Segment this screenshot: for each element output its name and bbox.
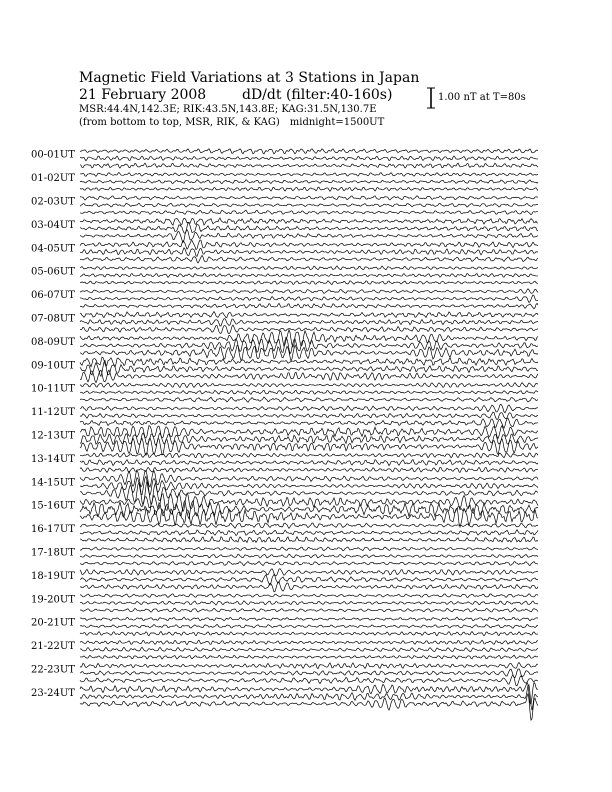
hour-label: 20-21UT <box>31 617 75 629</box>
trace-rik-03-04ut <box>80 223 538 234</box>
trace-rik-20-21ut <box>80 624 538 628</box>
scale-bar <box>427 88 435 108</box>
midnight-note: midnight=1500UT <box>289 117 385 128</box>
hour-label: 19-20UT <box>31 594 75 606</box>
trace-kag-12-13ut <box>80 426 538 439</box>
hour-label: 10-11UT <box>31 383 75 395</box>
hour-label: 03-04UT <box>31 219 75 231</box>
trace-msr-21-22ut <box>80 655 538 659</box>
trace-kag-01-02ut <box>80 172 538 176</box>
trace-msr-02-03ut <box>80 210 538 215</box>
trace-msr-18-19ut <box>80 582 538 592</box>
trace-msr-04-05ut <box>80 255 538 263</box>
trace-kag-19-20ut <box>80 594 538 598</box>
trace-rik-00-01ut <box>80 156 538 161</box>
trace-kag-22-23ut <box>80 662 538 668</box>
hour-label: 15-16UT <box>31 500 75 512</box>
hour-label: 16-17UT <box>31 524 75 536</box>
date-label: 21 February 2008 <box>79 87 207 103</box>
scale-bar-label: 1.00 nT at T=80s <box>438 92 526 103</box>
trace-rik-10-11ut <box>80 390 538 394</box>
trace-rik-01-02ut <box>80 180 538 184</box>
stations-label: MSR:44.4N,142.3E; RIK:43.5N,143.8E; KAG:31.5N,130.7E <box>79 104 377 115</box>
hour-label: 21-22UT <box>31 641 75 653</box>
trace-msr-16-17ut <box>80 537 538 543</box>
trace-msr-20-21ut <box>80 631 538 635</box>
hour-label: 07-08UT <box>31 313 75 325</box>
trace-rik-21-22ut <box>80 647 538 651</box>
trace-rik-16-17ut <box>80 530 538 536</box>
trace-msr-17-18ut <box>80 561 538 565</box>
trace-kag-02-03ut <box>80 196 538 200</box>
trace-rik-17-18ut <box>80 554 538 558</box>
hour-label: 09-10UT <box>31 360 75 372</box>
filter-label: dD/dt (filter:40-160s) <box>242 87 393 103</box>
trace-group <box>80 149 538 720</box>
trace-msr-19-20ut <box>80 608 538 612</box>
trace-kag-03-04ut <box>80 218 538 225</box>
trace-kag-07-08ut <box>80 312 538 318</box>
trace-rik-13-14ut <box>80 460 538 466</box>
trace-kag-11-12ut <box>80 404 538 412</box>
trace-msr-01-02ut <box>80 187 538 191</box>
hour-label: 08-09UT <box>31 336 75 348</box>
trace-kag-05-06ut <box>80 266 538 270</box>
trace-kag-10-11ut <box>80 383 538 388</box>
hour-label: 05-06UT <box>31 266 75 278</box>
trace-msr-10-11ut <box>80 397 538 402</box>
trace-rik-18-19ut <box>80 574 538 585</box>
trace-msr-15-16ut <box>80 508 538 527</box>
trace-kag-17-18ut <box>80 547 538 551</box>
trace-kag-00-01ut <box>80 149 538 154</box>
trace-msr-00-01ut <box>80 163 538 168</box>
hour-label: 17-18UT <box>31 547 75 559</box>
trace-kag-14-15ut <box>80 471 538 487</box>
trace-rik-06-07ut <box>80 295 538 303</box>
trace-rik-04-05ut <box>80 248 538 257</box>
hour-label: 22-23UT <box>31 664 75 676</box>
hour-label: 04-05UT <box>31 243 75 255</box>
hour-label: 02-03UT <box>31 196 75 208</box>
hour-labels <box>31 150 75 699</box>
trace-rik-19-20ut <box>80 601 538 605</box>
hour-label: 06-07UT <box>31 290 75 302</box>
trace-kag-13-14ut <box>80 453 538 458</box>
trace-msr-13-14ut <box>80 467 538 472</box>
trace-kag-09-10ut <box>80 357 538 367</box>
trace-kag-06-07ut <box>80 289 538 294</box>
trace-kag-08-09ut <box>80 330 538 347</box>
chart-title: Magnetic Field Variations at 3 Stations in Japan <box>79 70 420 86</box>
trace-rik-05-06ut <box>80 273 538 277</box>
trace-msr-06-07ut <box>80 303 538 309</box>
hour-label: 12-13UT <box>31 430 75 442</box>
trace-msr-07-08ut <box>80 325 538 334</box>
trace-msr-03-04ut <box>80 230 538 243</box>
hour-label: 01-02UT <box>31 173 75 185</box>
trace-kag-23-24ut <box>80 682 538 704</box>
trace-rik-07-08ut <box>80 319 538 326</box>
trace-rik-02-03ut <box>80 203 538 207</box>
trace-msr-05-06ut <box>80 281 538 285</box>
trace-msr-12-13ut <box>80 438 538 455</box>
trace-kag-04-05ut <box>80 240 538 250</box>
trace-kag-18-19ut <box>80 569 538 576</box>
trace-rik-22-23ut <box>80 669 538 678</box>
hour-label: 18-19UT <box>31 570 75 582</box>
trace-rik-11-12ut <box>80 412 538 419</box>
hour-label: 14-15UT <box>31 477 75 489</box>
trace-kag-20-21ut <box>80 617 538 621</box>
trace-msr-22-23ut <box>80 675 538 686</box>
trace-kag-21-22ut <box>80 640 538 645</box>
hour-label: 11-12UT <box>31 407 75 419</box>
order-note: (from bottom to top, MSR, RIK, & KAG) <box>79 117 280 128</box>
hour-label: 13-14UT <box>31 453 75 465</box>
hour-label: 23-24UT <box>31 687 75 699</box>
hour-label: 00-01UT <box>31 149 75 161</box>
